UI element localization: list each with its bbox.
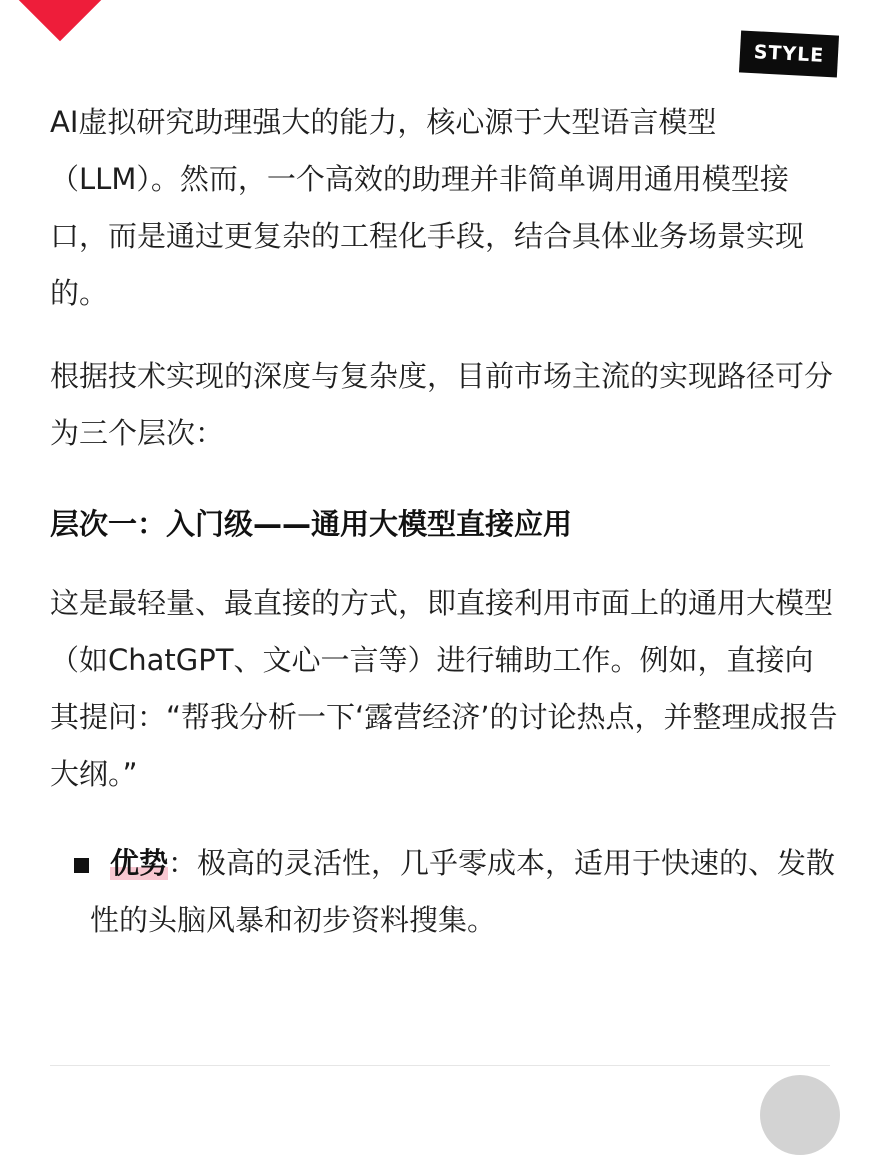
floating-action-button[interactable] (760, 1075, 840, 1155)
content-divider (50, 1065, 830, 1066)
intro-paragraph: AI虚拟研究助理强大的能力，核心源于大型语言模型（LLM）。然而，一个高效的助理并非简单调用通用模型接口，而是通过更复杂的工程化手段，结合具体业务场景实现的。 (50, 105, 805, 310)
square-bullet-icon (74, 858, 89, 873)
style-category-tag[interactable]: STYLE (739, 30, 839, 77)
brand-corner-mark (15, 0, 106, 41)
levels-intro-paragraph: 根据技术实现的深度与复杂度，目前市场主流的实现路径可分为三个层次： (50, 359, 834, 450)
bullet-title: 优势 (110, 846, 169, 880)
article-body (50, 94, 840, 949)
list-item (50, 835, 840, 949)
section-heading-level-one: 层次一：入门级——通用大模型直接应用 (50, 507, 573, 541)
level-one-description: 这是最轻量、最直接的方式，即直接利用市面上的通用大模型（如ChatGPT、文心一言等）进行辅助工作。例如，直接向其提问：“帮我分析一下‘露营经济’的讨论热点，并整理成报告大纲。” (50, 586, 838, 791)
advantages-list (50, 835, 840, 949)
bullet-text: ：极高的灵活性，几乎零成本，适用于快速的、发散性的头脑风暴和初步资料搜集。 (90, 846, 836, 937)
